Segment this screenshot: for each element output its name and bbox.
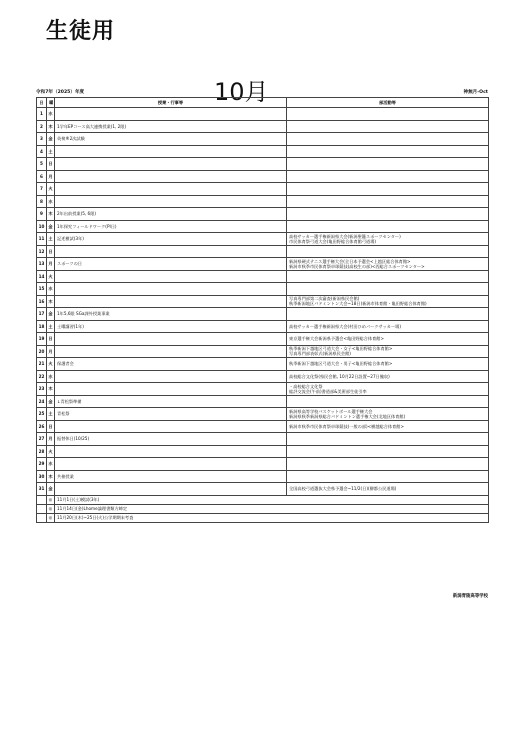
weekday: 金	[47, 483, 55, 496]
weekday: 火	[47, 270, 55, 283]
event-cell	[55, 420, 287, 433]
calendar-row	[37, 245, 489, 258]
calendar-row	[37, 145, 489, 158]
club-cell	[287, 395, 489, 408]
event-cell	[55, 283, 287, 296]
weekday: 日	[47, 333, 55, 346]
club-cell	[287, 120, 489, 133]
event-cell: 土曜講習(1年)	[55, 320, 287, 333]
event-cell	[55, 170, 287, 183]
event-cell	[55, 108, 287, 121]
calendar-row	[37, 108, 489, 121]
club-cell	[287, 470, 489, 483]
club-cell	[287, 345, 489, 358]
day-number: 16	[37, 295, 47, 308]
weekday: 水	[47, 370, 55, 383]
event-cell	[55, 383, 287, 396]
day-number: 27	[37, 433, 47, 446]
club-activity-line: 全国高校弓道選抜大会県予選会~11/2(日)(柳都公民道場)	[289, 486, 397, 492]
note-spacer	[37, 495, 47, 504]
event-cell	[55, 333, 287, 346]
weekday: 土	[47, 145, 55, 158]
calendar-row	[37, 470, 489, 483]
weekday: 金	[47, 395, 55, 408]
weekday: 月	[47, 258, 55, 271]
club-cell	[287, 433, 489, 446]
club-activity-line: 新潟市秋季市民体育祭卓球競技(一般の部)<横越総合体育館>	[289, 423, 404, 429]
club-cell	[287, 183, 489, 196]
calendar-row	[37, 195, 489, 208]
event-cell	[55, 145, 287, 158]
day-number: 13	[37, 258, 47, 271]
note-row	[37, 513, 489, 522]
calendar-row	[37, 295, 489, 308]
weekday: 月	[47, 345, 55, 358]
event-cell: 1学年EPコース高大連携授業(1, 2限)	[55, 120, 287, 133]
event-cell	[55, 183, 287, 196]
club-activity-line: ・高校総合文化祭	[289, 383, 323, 389]
weekday: 木	[47, 120, 55, 133]
club-activity-line: 東京選手権大会新潟県予選会<亀田野総合体育館>	[289, 336, 384, 342]
club-cell	[287, 258, 489, 271]
school-year-label: 令和7年（2025）年度	[36, 90, 85, 95]
club-cell	[287, 408, 489, 421]
calendar-row	[37, 233, 489, 246]
note-marker: ◎	[47, 513, 55, 522]
club-activity-line: 総評交流会(午前)書道部&美術部生徒引率	[289, 388, 367, 394]
club-cell	[287, 458, 489, 471]
day-number: 30	[37, 470, 47, 483]
weekday: 火	[47, 358, 55, 371]
club-cell	[287, 308, 489, 321]
day-number: 10	[37, 220, 47, 233]
weekday: 金	[47, 220, 55, 233]
calendar-row	[37, 258, 489, 271]
club-cell	[287, 483, 489, 496]
calendar-row	[37, 320, 489, 333]
calendar-row	[37, 220, 489, 233]
club-activity-line: 市民体育祭弓道大会(亀田野総合体育館弓道場)	[289, 238, 377, 244]
weekday: 月	[47, 170, 55, 183]
day-number: 3	[37, 133, 47, 146]
day-number: 26	[37, 420, 47, 433]
header-clubs: 部活動等	[287, 98, 489, 108]
weekday: 水	[47, 195, 55, 208]
weekday: 土	[47, 320, 55, 333]
calendar-header-row	[37, 98, 489, 108]
calendar-row	[37, 445, 489, 458]
calendar-row	[37, 308, 489, 321]
day-number: 21	[37, 358, 47, 371]
club-cell	[287, 358, 489, 371]
weekday: 水	[47, 283, 55, 296]
day-number: 9	[37, 208, 47, 221]
weekday: 火	[47, 183, 55, 196]
day-number: 4	[37, 145, 47, 158]
club-activity-line: 高校総合文化祭(県民会館, 10月22日設置~27日撤収)	[289, 373, 390, 379]
weekday: 金	[47, 308, 55, 321]
calendar-body	[37, 108, 489, 496]
day-number: 14	[37, 270, 47, 283]
calendar-row	[37, 208, 489, 221]
day-number: 19	[37, 333, 47, 346]
club-activity-line: 新潟県秋季新潟県総合バドミントン選手権大会(北地区体育館)	[289, 413, 406, 419]
event-cell	[55, 158, 287, 171]
calendar-row	[37, 433, 489, 446]
club-cell	[287, 295, 489, 308]
club-activity-line: 新潟県硬式テニス選手権大会(全日本予選会<上越区総合体育館>	[289, 258, 411, 264]
note-text: 11月20日(木)~25日(火)公学期期末考査	[55, 513, 489, 522]
note-row	[37, 504, 489, 513]
club-cell	[287, 283, 489, 296]
day-number: 25	[37, 408, 47, 421]
club-cell	[287, 445, 489, 458]
club-cell	[287, 108, 489, 121]
weekday: 金	[47, 133, 55, 146]
club-cell	[287, 145, 489, 158]
calendar-row	[37, 133, 489, 146]
event-cell: スポーツの日	[55, 258, 287, 271]
calendar-row	[37, 483, 489, 496]
weekday: 木	[47, 295, 55, 308]
club-cell	[287, 383, 489, 396]
month-english-label: 神無月-Oct	[463, 90, 488, 95]
event-cell: 保護者会	[55, 358, 287, 371]
day-number: 24	[37, 395, 47, 408]
day-number: 1	[37, 108, 47, 121]
weekday: 月	[47, 433, 55, 446]
note-marker: ◎	[47, 504, 55, 513]
header-weekday: 曜	[47, 98, 55, 108]
event-cell	[55, 458, 287, 471]
calendar-row	[37, 370, 489, 383]
calendar-row	[37, 120, 489, 133]
club-activity-line: 写真専門部表彰式(新潟県民会館)	[289, 351, 351, 357]
club-cell	[287, 233, 489, 246]
calendar-row	[37, 408, 489, 421]
calendar-row	[37, 170, 489, 183]
club-cell	[287, 245, 489, 258]
note-marker: ◎	[47, 495, 55, 504]
club-activity-line: 秋季新潟下越地区弓道大会・男子<亀田野総合体育館>	[289, 361, 393, 367]
weekday: 水	[47, 458, 55, 471]
header-events: 授業・行事等	[55, 98, 287, 108]
club-activity-line: 新潟県高等学校バスケットボール選手権大会	[289, 408, 373, 414]
note-row	[37, 495, 489, 504]
event-cell	[55, 445, 287, 458]
day-number: 31	[37, 483, 47, 496]
day-number: 29	[37, 458, 47, 471]
event-cell: 英検®2次試験	[55, 133, 287, 146]
club-cell	[287, 208, 489, 221]
day-number: 23	[37, 383, 47, 396]
event-cell	[55, 345, 287, 358]
club-cell	[287, 320, 489, 333]
note-text: 11月14日(金)Lhome論理書類方締定	[55, 504, 489, 513]
club-activity-line: 高校サッカー選手権新潟県大会(新潟聖籠スポーツセンター)	[289, 233, 401, 239]
calendar-row	[37, 383, 489, 396]
weekday: 日	[47, 245, 55, 258]
event-cell	[55, 483, 287, 496]
event-cell	[55, 295, 287, 308]
club-cell	[287, 370, 489, 383]
event-cell: 青松祭	[55, 408, 287, 421]
calendar-row	[37, 458, 489, 471]
club-activity-line: 写真専門部第二次審査(新潟県民会館)	[289, 296, 360, 302]
club-cell	[287, 333, 489, 346]
weekday: 木	[47, 470, 55, 483]
weekday: 土	[47, 408, 55, 421]
day-number: 6	[37, 170, 47, 183]
day-number: 20	[37, 345, 47, 358]
weekday: 木	[47, 383, 55, 396]
calendar-row	[37, 333, 489, 346]
club-activity-line: 秋季新潟下越地区弓道大会・女子<亀田野総合体育館>	[289, 346, 393, 352]
day-number: 8	[37, 195, 47, 208]
club-activity-line: 新潟市秋季市民体育祭卓球競技(高校生の部)<西総合スポーツセンター>	[289, 263, 425, 269]
note-text: 11月1日(土)模試(3年)	[55, 495, 489, 504]
weekday: 日	[47, 420, 55, 433]
note-spacer	[37, 513, 47, 522]
event-cell	[55, 370, 287, 383]
calendar-row	[37, 158, 489, 171]
day-number: 15	[37, 283, 47, 296]
school-name: 新潟青陵高等学校	[452, 594, 488, 599]
calendar-table	[36, 97, 489, 523]
event-cell: 共催授業	[55, 470, 287, 483]
weekday: 火	[47, 445, 55, 458]
header-date: 日	[37, 98, 47, 108]
day-number: 11	[37, 233, 47, 246]
event-cell: 記述模試(3年)	[55, 233, 287, 246]
day-number: 28	[37, 445, 47, 458]
weekday: 木	[47, 208, 55, 221]
day-number: 7	[37, 183, 47, 196]
event-cell: 2年出前授業(5, 6限)	[55, 208, 287, 221]
day-number: 2	[37, 120, 47, 133]
club-cell	[287, 220, 489, 233]
club-cell	[287, 170, 489, 183]
month-label: 10月	[214, 78, 269, 106]
notes-section	[37, 495, 489, 522]
event-cell: ↓青松祭準備	[55, 395, 287, 408]
calendar-row	[37, 183, 489, 196]
day-number: 12	[37, 245, 47, 258]
event-cell	[55, 270, 287, 283]
day-number: 17	[37, 308, 47, 321]
club-cell	[287, 420, 489, 433]
calendar-row	[37, 358, 489, 371]
event-cell: 振替休日(10/25)	[55, 433, 287, 446]
weekday: 土	[47, 233, 55, 246]
club-activity-line: 高校サッカー選手権新潟県大会(村田ひめパークサッカー場)	[289, 323, 401, 329]
club-cell	[287, 133, 489, 146]
day-number: 5	[37, 158, 47, 171]
event-cell: 1年5,6限 SGa課外授業事業	[55, 308, 287, 321]
calendar-row	[37, 420, 489, 433]
calendar-row	[37, 270, 489, 283]
calendar-row	[37, 395, 489, 408]
club-activity-line: 秋季新潟地区バドミントン大会~18日(新潟市体育館・亀田野総合体育館)	[289, 301, 427, 307]
event-cell	[55, 195, 287, 208]
club-cell	[287, 158, 489, 171]
weekday: 日	[47, 158, 55, 171]
club-cell	[287, 195, 489, 208]
weekday: 水	[47, 108, 55, 121]
day-number: 22	[37, 370, 47, 383]
day-number: 18	[37, 320, 47, 333]
page-title: 生徒用	[46, 19, 116, 44]
event-cell: 1年探究フィールドワーク(PⅠ日)	[55, 220, 287, 233]
event-cell	[55, 245, 287, 258]
calendar-row	[37, 345, 489, 358]
note-spacer	[37, 504, 47, 513]
calendar-row	[37, 283, 489, 296]
club-cell	[287, 270, 489, 283]
